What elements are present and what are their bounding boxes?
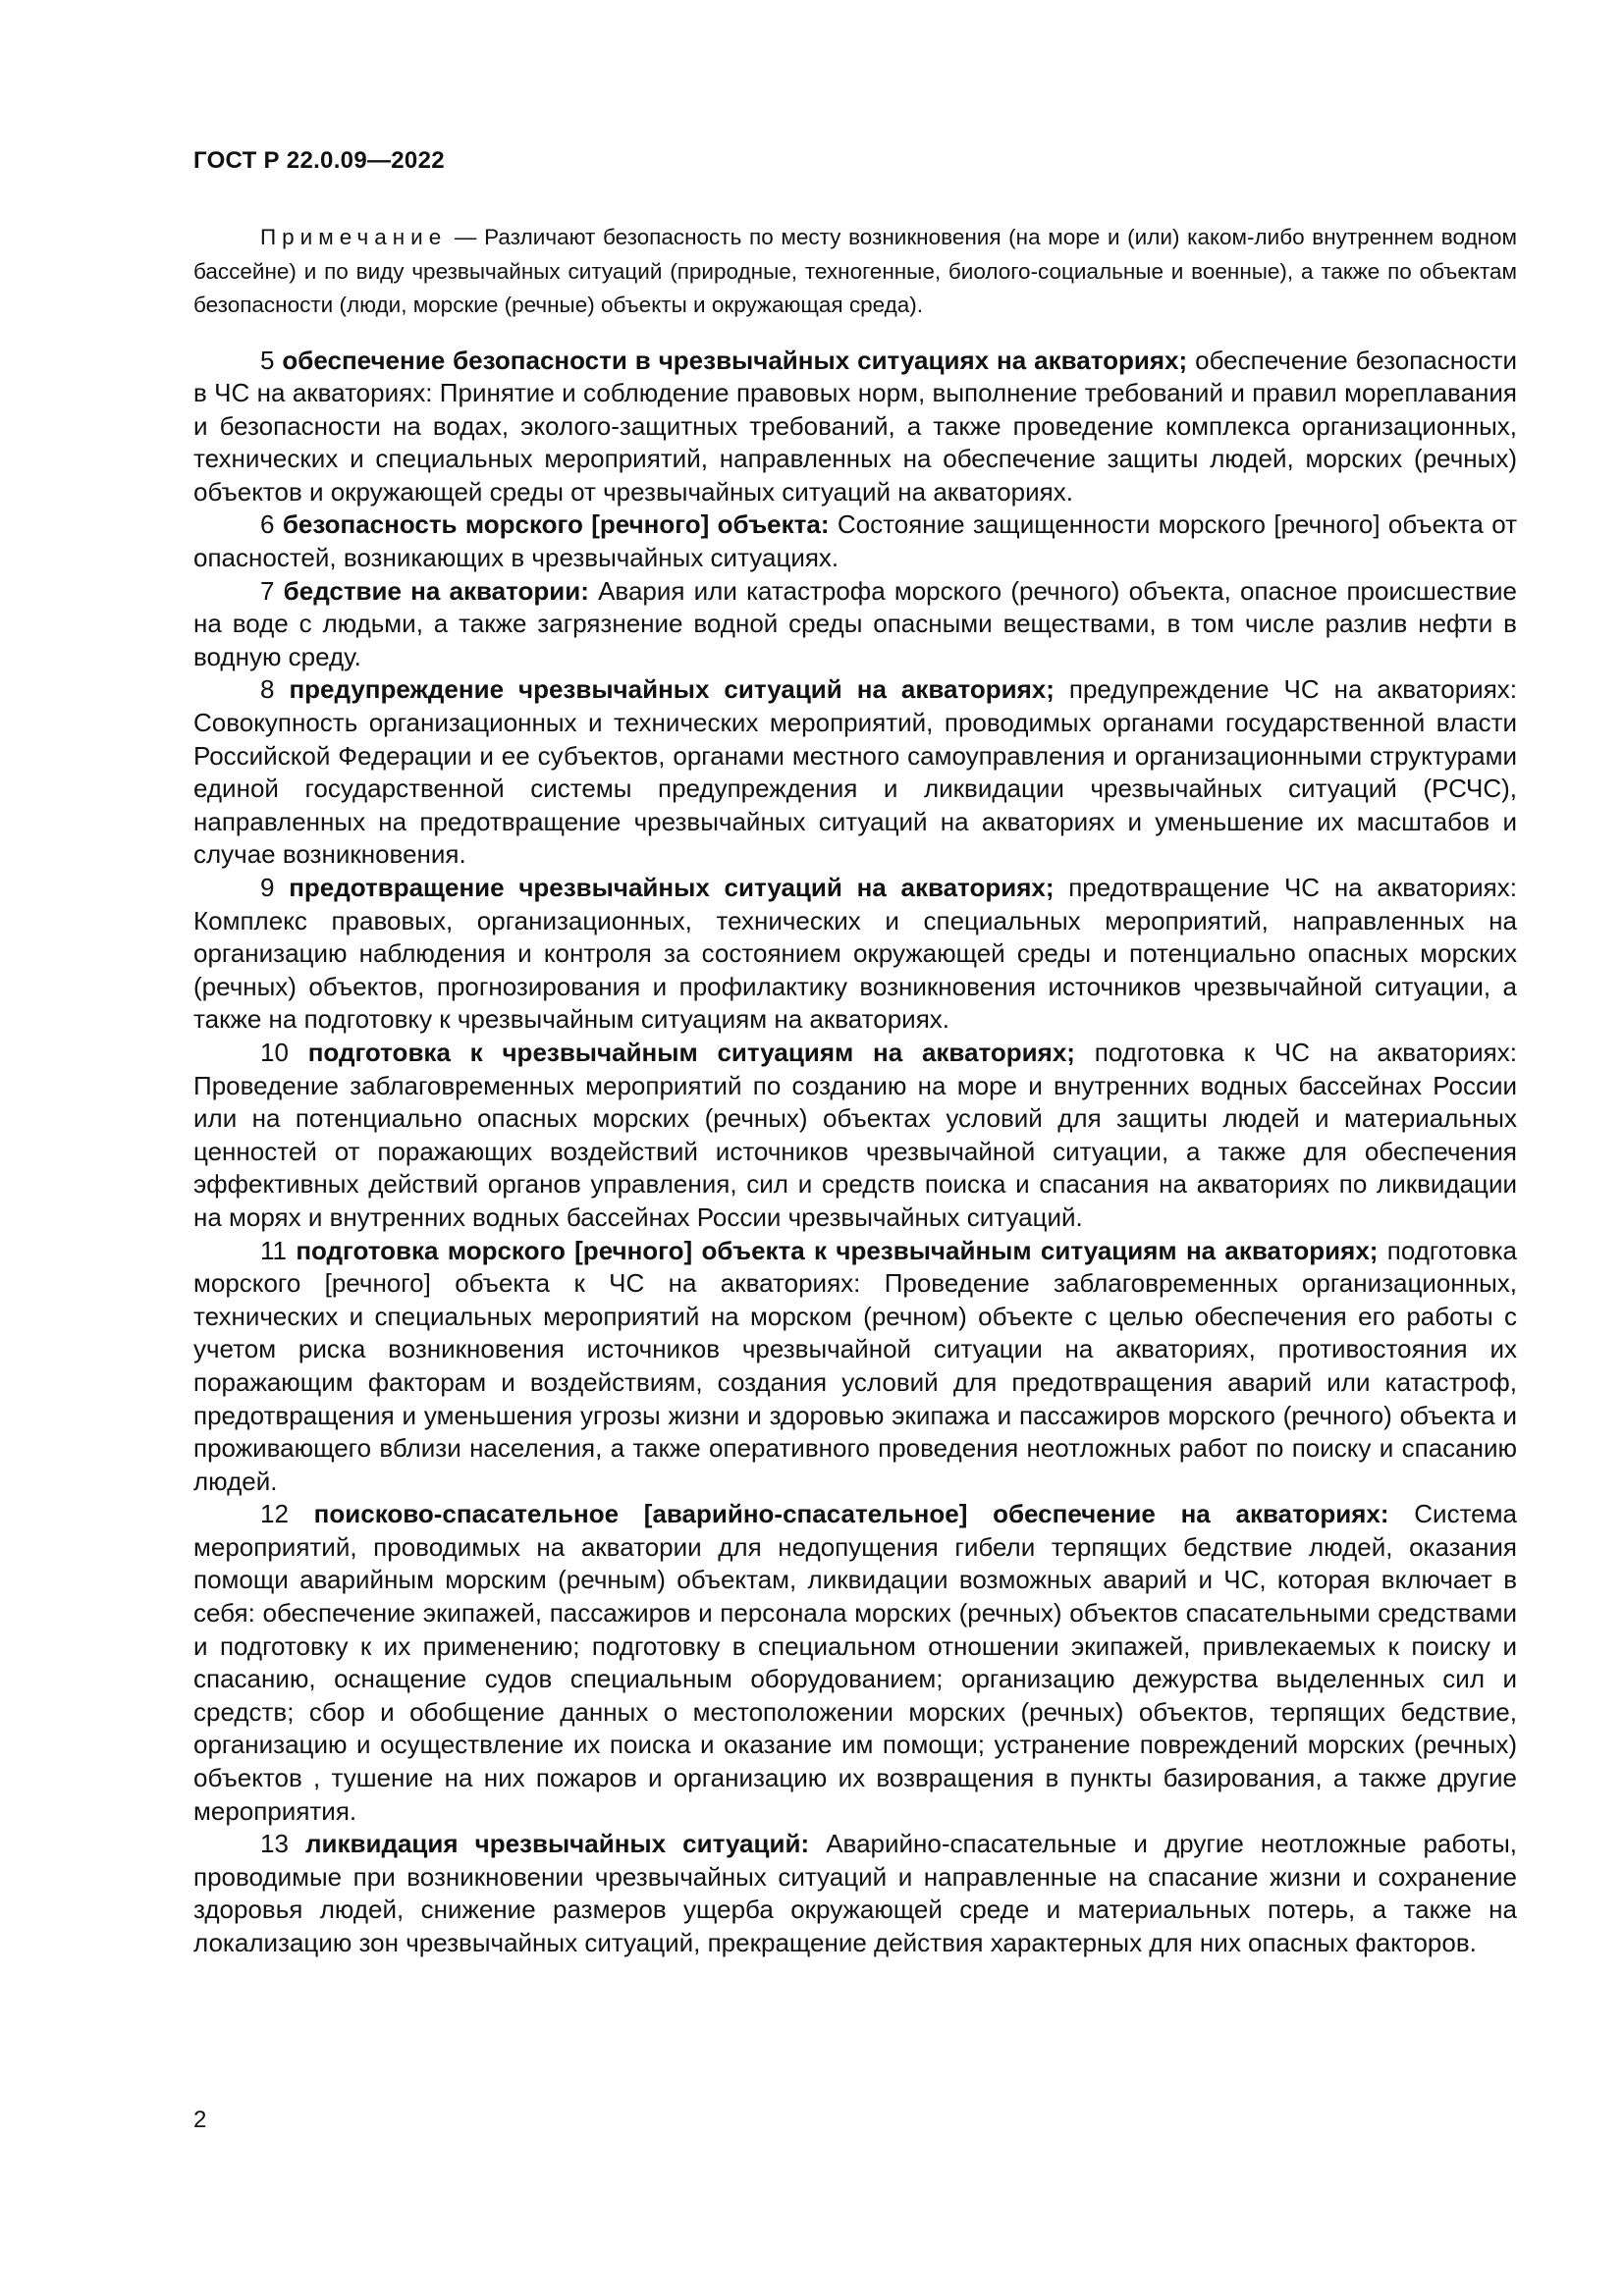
note-paragraph [193,221,1517,323]
term-number: 5 [260,345,275,375]
term-title: поисково-спасательное [аварийно-спасательное] обеспечение на акваториях: [313,1499,1389,1529]
term-definition: Авария или катастрофа морского (речного) объекта, опасное происшествие на воде с людьми, а также загрязнение водной среды опасными веществами, в том числе разлив нефти в водную среду. [193,575,1517,671]
term-definition: подготовка к ЧС на акваториях: Проведение заблаговременных мероприятий по созданию на море и внутренних водных бассейнах России или на потенциально опасных морских (речных) объектах условий для защиты людей и материальных ценностей от поражающих воздействий источников чрезвычайной ситуации, а также для обеспечения эффективных действий органов управления, сил и средств поиска и спасания на акваториях по ликвидации на морях и внутренних водных бассейнах России чрезвычайных ситуаций. [193,1037,1517,1232]
term-number: 13 [260,1829,289,1859]
note-text: Различают безопасность по месту возникновения (на море и (или) каком-либо внутреннем водном бассейне) и по виду чрезвычайных ситуаций (природные, техногенные, биолого-социальные и военные), а также по объектам безопасности (люди, морские (речные) объекты и окружающая среда). [193,225,1517,317]
page-number: 2 [193,2107,207,2133]
term-11 [193,1235,1517,1499]
term-number: 10 [260,1037,289,1067]
term-5 [193,345,1517,509]
note-dash: — [447,225,485,249]
term-title: безопасность морского [речного] объекта: [282,509,830,540]
document-body [193,221,1517,1960]
note-label: Примечание [260,225,448,249]
term-number: 12 [260,1499,289,1529]
term-title: ликвидация чрезвычайных ситуаций: [304,1829,810,1859]
term-definition: предотвращение ЧС на акваториях: Комплекс правовых, организационных, технических и специальных мероприятий, направленных на организацию наблюдения и контроля за состоянием окружающей среды и потенциально опасных морских (речных) объектов, прогнозирования и профилактику возникновения источников чрезвычайной ситуации, а также на подготовку к чрезвычайным ситуациям на акваториях. [193,873,1517,1035]
term-title: обеспечение безопасности в чрезвычайных ситуациях на акваториях; [282,345,1188,375]
term-number: 11 [260,1235,287,1265]
term-7 [193,575,1517,674]
term-number: 7 [260,575,275,606]
term-8 [193,673,1517,872]
term-number: 9 [260,873,275,902]
term-10 [193,1037,1517,1235]
term-title: предупреждение чрезвычайных ситуаций на акваториях; [289,674,1055,705]
term-definition: предупреждение ЧС на акваториях: Совокупность организационных и технических мероприятий, проводимых органами государственной власти Российской Федерации и ее субъектов, органами местного самоуправления и организационными структурами единой государственной системы предупреждения и ликвидации чрезвычайных ситуаций (РСЧС), направленных на предотвращение чрезвычайных ситуаций на акваториях и уменьшение их масштабов и случае возникновения. [193,674,1517,870]
term-title: бедствие на акватории: [283,575,589,606]
term-title: подготовка морского [речного] объекта к чрезвычайным ситуациям на акваториях; [296,1235,1379,1265]
term-definition: Состояние защищенности морского [речного] объекта от опасностей, возникающих в чрезвычайных ситуациях. [193,509,1517,573]
term-definition: Система мероприятий, проводимых на акватории для недопущения гибели терпящих бедствие людей, оказания помощи аварийным морским (речным) объектам, ликвидации возможных аварий и ЧС, которая включает в себя: обеспечение экипажей, пассажиров и персонала морских (речных) объектов спасательными средствами и подготовку к их применению; подготовку в специальном отношении экипажей, привлекаемых к поиску и спасанию, оснащение судов специальным оборудованием; организацию дежурства выделенных сил и средств; сбор и обобщение данных о местоположении морских (речных) объектов, терпящих бедствие, организацию и осуществление их поиска и оказание им помощи; устранение повреждений морских (речных) объектов , тушение на них пожаров и организацию их возвращения в пункты базирования, а также другие мероприятия. [193,1499,1517,1826]
term-number: 8 [260,674,275,705]
term-12 [193,1498,1517,1828]
term-6 [193,508,1517,574]
term-9 [193,872,1517,1037]
term-13 [193,1828,1517,1959]
term-definition: подготовка морского [речного] объекта к ЧС на акваториях: Проведение заблаговременных организационных, технических и специальных мероприятий на морском (речном) объекте с целью обеспечения его работы с учетом риска возникновения источников чрезвычайной ситуации на акваториях, противостояния их поражающим факторам и воздействиям, создания условий для предотвращения аварий или катастроф, предотвращения и уменьшения угрозы жизни и здоровью экипажа и пассажиров морского (речного) объекта и проживающего вблизи населения, а также оперативного проведения неотложных работ по поиску и спасанию людей. [193,1235,1517,1496]
term-title: предотвращение чрезвычайных ситуаций на акваториях; [289,873,1055,902]
term-title: подготовка к чрезвычайным ситуациям на акваториях; [307,1037,1075,1067]
term-definition: обеспечение безопасности в ЧС на акваториях: Принятие и соблюдение правовых норм, выполнение требований и правил мореплавания и безопасности на водах, эколого-защитных требований, а также проведение комплекса организационных, технических и специальных мероприятий, направленных на обеспечение защиты людей, морских (речных) объектов и окружающей среды от чрезвычайных ситуаций на акваториях. [193,345,1517,507]
document-code-header: ГОСТ Р 22.0.09—2022 [193,147,445,174]
term-definition: Аварийно-спасательные и другие неотложные работы, проводимые при возникновении чрезвычайных ситуаций и направленные на спасание жизни и сохранение здоровья людей, снижение размеров ущерба окружающей среде и материальных потерь, а также на локализацию зон чрезвычайных ситуаций, прекращение действия характерных для них опасных факторов. [193,1829,1517,1957]
term-number: 6 [260,509,275,540]
